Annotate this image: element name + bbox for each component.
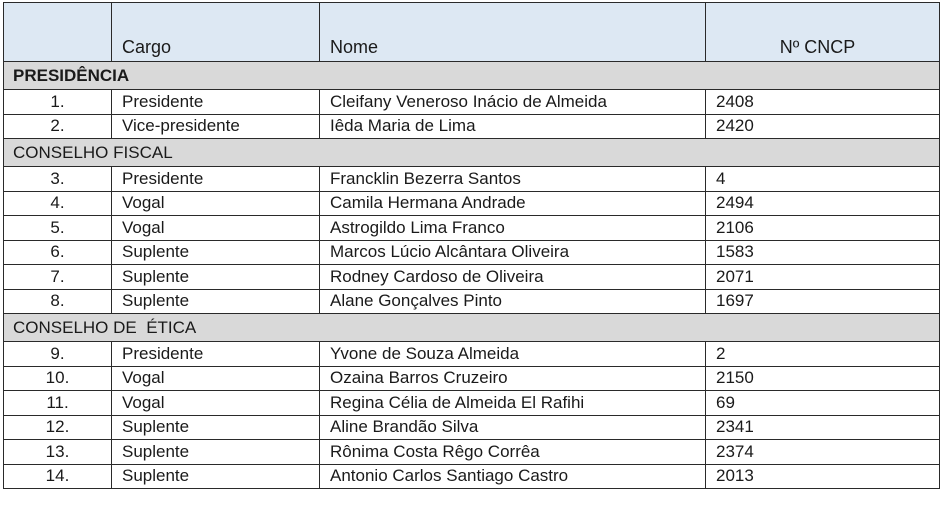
member-nome: Rodney Cardoso de Oliveira — [320, 265, 706, 290]
member-nome: Aline Brandão Silva — [320, 415, 706, 440]
member-cncp: 2013 — [706, 464, 940, 489]
member-cargo: Suplente — [112, 415, 320, 440]
table-row — [4, 391, 940, 416]
member-number: 8. — [4, 289, 112, 314]
member-nome: Rônima Costa Rêgo Corrêa — [320, 440, 706, 465]
member-number: 11. — [4, 391, 112, 416]
member-nome: Ozaina Barros Cruzeiro — [320, 366, 706, 391]
member-number: 5. — [4, 216, 112, 241]
member-cncp: 2341 — [706, 415, 940, 440]
table-body — [4, 62, 940, 489]
member-cargo: Suplente — [112, 440, 320, 465]
member-number: 14. — [4, 464, 112, 489]
member-number: 12. — [4, 415, 112, 440]
table-row — [4, 216, 940, 241]
member-nome: Francklin Bezerra Santos — [320, 167, 706, 192]
member-number: 3. — [4, 167, 112, 192]
member-number: 7. — [4, 265, 112, 290]
member-cncp: 4 — [706, 167, 940, 192]
section-row — [4, 62, 940, 90]
table-row — [4, 167, 940, 192]
table-row — [4, 464, 940, 489]
member-cncp: 2408 — [706, 90, 940, 115]
table-header-row — [4, 3, 940, 62]
section-title-conselho-fiscal: CONSELHO FISCAL — [4, 139, 940, 167]
member-cargo: Vogal — [112, 216, 320, 241]
section-row — [4, 314, 940, 342]
member-number: 9. — [4, 342, 112, 367]
member-nome: Antonio Carlos Santiago Castro — [320, 464, 706, 489]
member-cargo: Suplente — [112, 464, 320, 489]
table-row — [4, 366, 940, 391]
member-number: 6. — [4, 240, 112, 265]
section-row — [4, 139, 940, 167]
member-cncp: 2494 — [706, 191, 940, 216]
member-nome: Iêda Maria de Lima — [320, 114, 706, 139]
member-nome: Marcos Lúcio Alcântara Oliveira — [320, 240, 706, 265]
member-cncp: 1697 — [706, 289, 940, 314]
table-row — [4, 289, 940, 314]
header-cargo: Cargo — [112, 3, 320, 62]
member-cargo: Suplente — [112, 240, 320, 265]
header-num — [4, 3, 112, 62]
member-number: 13. — [4, 440, 112, 465]
member-nome: Astrogildo Lima Franco — [320, 216, 706, 241]
member-cargo: Suplente — [112, 289, 320, 314]
table-row — [4, 114, 940, 139]
header-cncp: Nº CNCP — [706, 3, 940, 62]
members-table — [3, 2, 940, 489]
table-row — [4, 240, 940, 265]
member-number: 1. — [4, 90, 112, 115]
member-cncp: 2071 — [706, 265, 940, 290]
member-number: 2. — [4, 114, 112, 139]
table-row — [4, 440, 940, 465]
section-title-presidencia: PRESIDÊNCIA — [4, 62, 940, 90]
member-nome: Cleifany Veneroso Inácio de Almeida — [320, 90, 706, 115]
table-row — [4, 415, 940, 440]
section-title-conselho-etica: CONSELHO DE ÉTICA — [4, 314, 940, 342]
member-cncp: 2374 — [706, 440, 940, 465]
member-cargo: Vogal — [112, 191, 320, 216]
member-number: 10. — [4, 366, 112, 391]
member-nome: Regina Célia de Almeida El Rafihi — [320, 391, 706, 416]
member-cncp: 2420 — [706, 114, 940, 139]
table-row — [4, 265, 940, 290]
member-nome: Alane Gonçalves Pinto — [320, 289, 706, 314]
header-nome: Nome — [320, 3, 706, 62]
member-cncp: 2150 — [706, 366, 940, 391]
member-nome: Yvone de Souza Almeida — [320, 342, 706, 367]
member-number: 4. — [4, 191, 112, 216]
table-row — [4, 191, 940, 216]
table-row — [4, 342, 940, 367]
member-cargo: Presidente — [112, 90, 320, 115]
member-cncp: 69 — [706, 391, 940, 416]
member-cncp: 2 — [706, 342, 940, 367]
member-cargo: Presidente — [112, 167, 320, 192]
member-cncp: 1583 — [706, 240, 940, 265]
member-cargo: Vice-presidente — [112, 114, 320, 139]
member-cargo: Suplente — [112, 265, 320, 290]
member-cargo: Vogal — [112, 366, 320, 391]
member-cargo: Vogal — [112, 391, 320, 416]
table-row — [4, 90, 940, 115]
member-cargo: Presidente — [112, 342, 320, 367]
member-nome: Camila Hermana Andrade — [320, 191, 706, 216]
member-cncp: 2106 — [706, 216, 940, 241]
